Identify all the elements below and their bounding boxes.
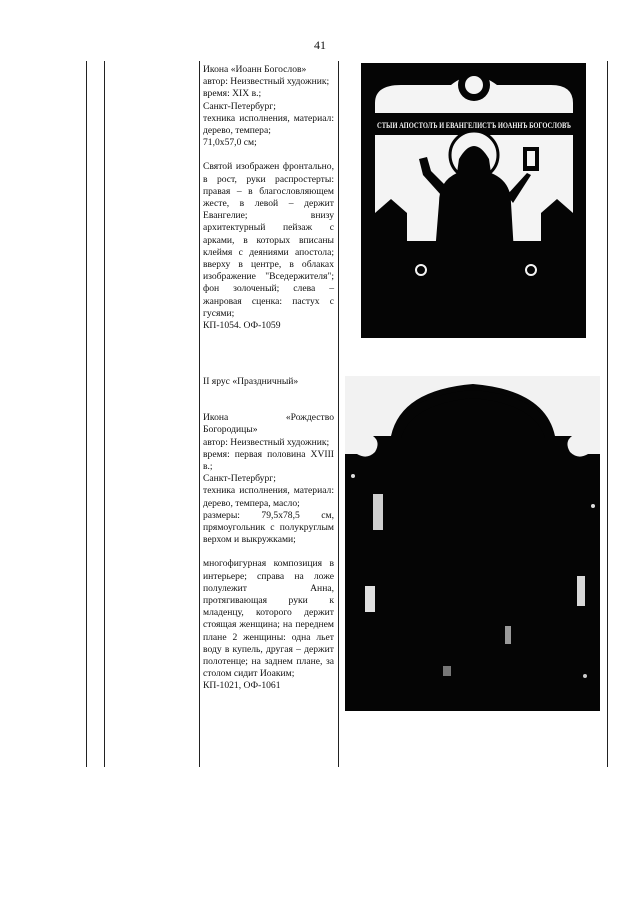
entry-inventory: КП-1021, ОФ-1061 — [203, 680, 281, 692]
entry-inventory: КП-1054. ОФ-1059 — [203, 320, 281, 332]
icon-inscription: СТЫИ АПОСТОЛЪ И ЕВАНГЕЛИСТЪ ИОАННЪ БОГОСЛОВЪ — [377, 120, 572, 130]
page-number: 41 — [314, 38, 326, 52]
entry-description: многофигурная композиция в интерьере; справа на ложе полулежит Анна, протягивающая руки к младенцу, которого держит стоящая женщина; на переднем плане 2 женщины: одна льет воду в купель, другая – держит полотенце; на заднем плане, за столом сидит Иоаким; — [203, 558, 334, 680]
item-2-text — [203, 376, 334, 693]
entry-description: Святой изображен фронтально, в рост, руки распростерты: правая – в благословляющем жесте, в левой – держит Евангелие; внизу архитектурный пейзаж с арками, в которых вписаны клеймя с деяниями апостола; вверху в центре, в облаках изображение "Вседержителя"; фон золоченый; слева – жанровая сценка: пастух с гусями; — [203, 161, 334, 319]
table-line — [104, 61, 105, 767]
entry-author: автор: Неизвестный художник; — [203, 436, 330, 448]
entry-size: 71,0х57,0 см; — [203, 137, 257, 149]
entry-title: Икона «Иоанн Богослов» — [203, 64, 307, 75]
icon-image-john — [361, 63, 586, 338]
entry-title: Икона «Рождество Богородицы» — [203, 412, 334, 436]
entry-period: время: XIX в.; — [203, 88, 262, 100]
icon-image-nativity — [345, 376, 600, 711]
entry-place: Санкт-Петербург; — [203, 473, 276, 485]
table-line — [607, 61, 608, 767]
section-heading: II ярус «Праздничный» — [203, 376, 299, 387]
entry-technique: техника исполнения, материал: дерево, темпера, масло; — [203, 485, 334, 509]
entry-place: Санкт-Петербург; — [203, 100, 276, 112]
entry-size: размеры: 79,5х78,5 см, прямоугольник с полукруглым верхом и выкружками; — [203, 509, 334, 546]
item-1-text — [203, 64, 334, 332]
table-line — [86, 61, 87, 767]
entry-period: время: первая половина XVIII в.; — [203, 448, 334, 473]
entry-author: автор: Неизвестный художник; — [203, 76, 330, 88]
entry-technique: техника исполнения, материал: дерево, темпера; — [203, 112, 334, 137]
table-line — [338, 61, 339, 767]
table-line — [199, 61, 200, 767]
